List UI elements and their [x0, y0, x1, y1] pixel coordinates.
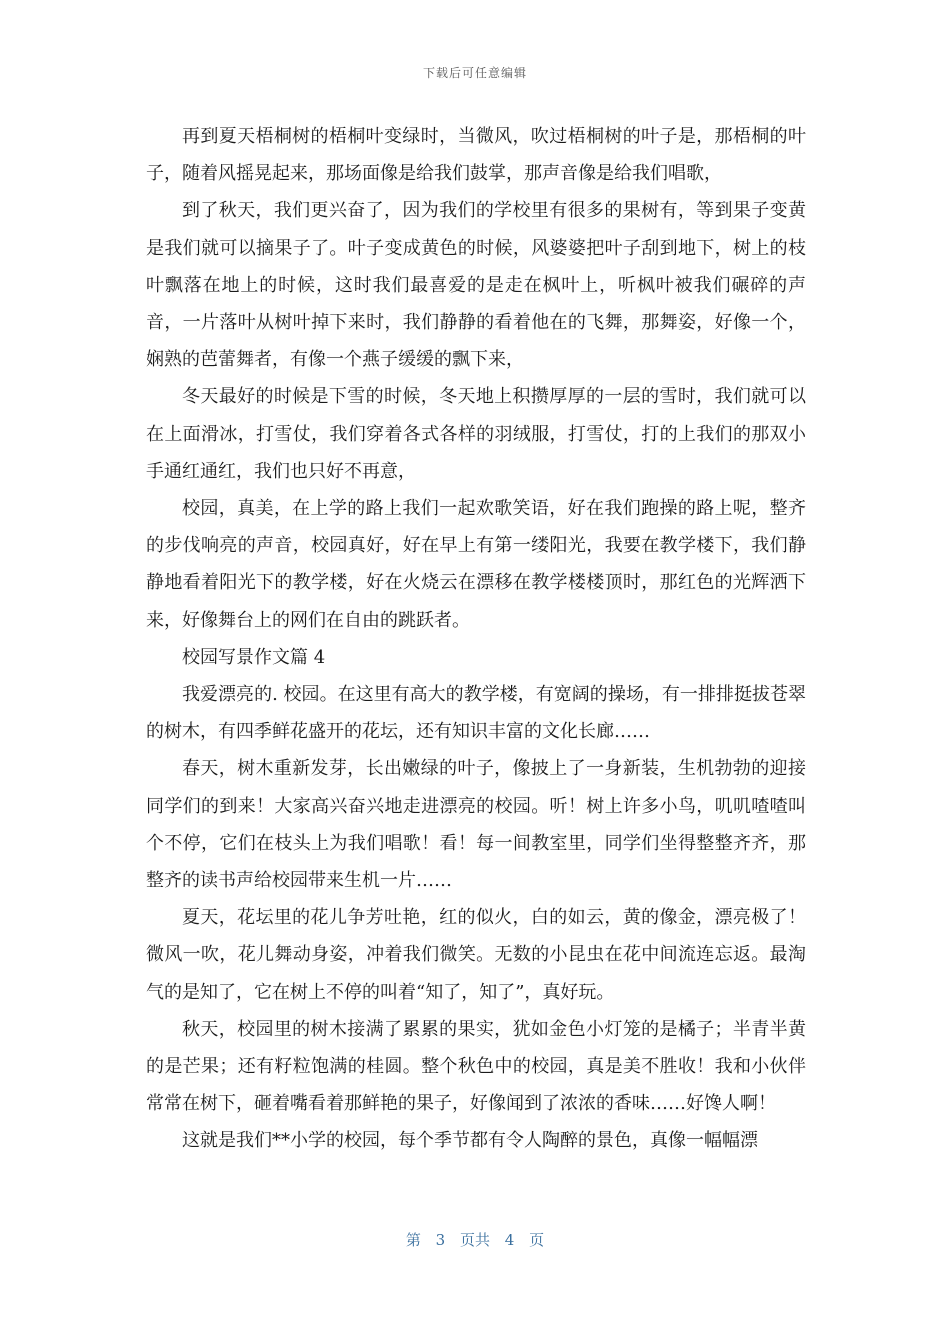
- paragraph: 春天，树木重新发芽，长出嫩绿的叶子，像披上了一身新装，生机勃勃的迎接同学们的到来！大家高兴奋兴地走进漂亮的校园。听！树上许多小鸟，叽叽喳喳叫个不停，它们在枝头上为我们唱歌！看！每一间教室里，同学们坐得整整齐齐，那整齐的读书声给校园带来生机一片……: [146, 758, 806, 892]
- section-heading: 校园写景作文篇 4: [182, 646, 326, 668]
- footer-suffix: 页: [529, 1231, 545, 1249]
- page-footer: [0, 1229, 950, 1250]
- paragraph: 夏天，花坛里的花儿争芳吐艳，红的似火，白的如云，黄的像金，漂亮极了！微风一吹，花儿舞动身姿，冲着我们微笑。无数的小昆虫在花中间流连忘返。最淘气的是知了，它在树上不停的叫着“知了，知了”，真好玩。: [146, 907, 806, 1003]
- paragraph: 再到夏天梧桐树的梧桐叶变绿时，当微风，吹过梧桐树的叶子是，那梧桐的叶子，随着风摇晃起来，那场面像是给我们鼓掌，那声音像是给我们唱歌，: [146, 126, 806, 185]
- paragraph: 这就是我们**小学的校园，每个季节都有令人陶醉的景色，真像一幅幅漂: [182, 1130, 758, 1152]
- paragraph: 冬天最好的时候是下雪的时候，冬天地上积攒厚厚的一层的雪时，我们就可以在上面滑冰，打雪仗，我们穿着各式各样的羽绒服，打雪仗，打的上我们的那双小手通红通红，我们也只好不再意，: [146, 386, 806, 482]
- paragraph: 到了秋天，我们更兴奋了，因为我们的学校里有很多的果树有，等到果子变黄是我们就可以摘果子了。叶子变成黄色的时候，风婆婆把叶子刮到地下，树上的枝叶飘落在地上的时候，这时我们最喜爱的是走在枫叶上，听枫叶被我们碾碎的声音，一片落叶从树叶掉下来时，我们静静的看着他在的飞舞，那舞姿，好像一个，娴熟的芭蕾舞者，有像一个燕子缓缓的飘下来，: [146, 200, 806, 371]
- current-page-number: 3: [435, 1231, 446, 1249]
- total-page-number: 4: [504, 1231, 515, 1249]
- document-body: [146, 118, 806, 1160]
- paragraph: 我爱漂亮的. 校园。在这里有高大的教学楼，有宽阔的操场，有一排排挺拔苍翠的树木，有四季鲜花盛开的花坛，还有知识丰富的文化长廊……: [146, 684, 806, 743]
- paragraph: 校园，真美，在上学的路上我们一起欢歌笑语，好在我们跑操的路上呢，整齐的步伐响亮的声音，校园真好，好在早上有第一缕阳光，我要在教学楼下，我们静静地看着阳光下的教学楼，好在火烧云在漂移在教学楼楼顶时，那红色的光辉洒下来，好像舞台上的网们在自由的跳跃者。: [146, 498, 806, 631]
- footer-prefix: 第: [405, 1231, 421, 1249]
- paragraph: 秋天，校园里的树木接满了累累的果实，犹如金色小灯笼的是橘子；半青半黄的是芒果；还有籽粒饱满的桂圆。整个秋色中的校园，真是美不胜收！我和小伙伴常常在树下，砸着嘴看着那鲜艳的果子，好像闻到了浓浓的香味……好馋人啊！: [146, 1018, 806, 1115]
- page-header: 下载后可任意编辑: [422, 66, 527, 80]
- footer-middle: 页共: [459, 1231, 490, 1249]
